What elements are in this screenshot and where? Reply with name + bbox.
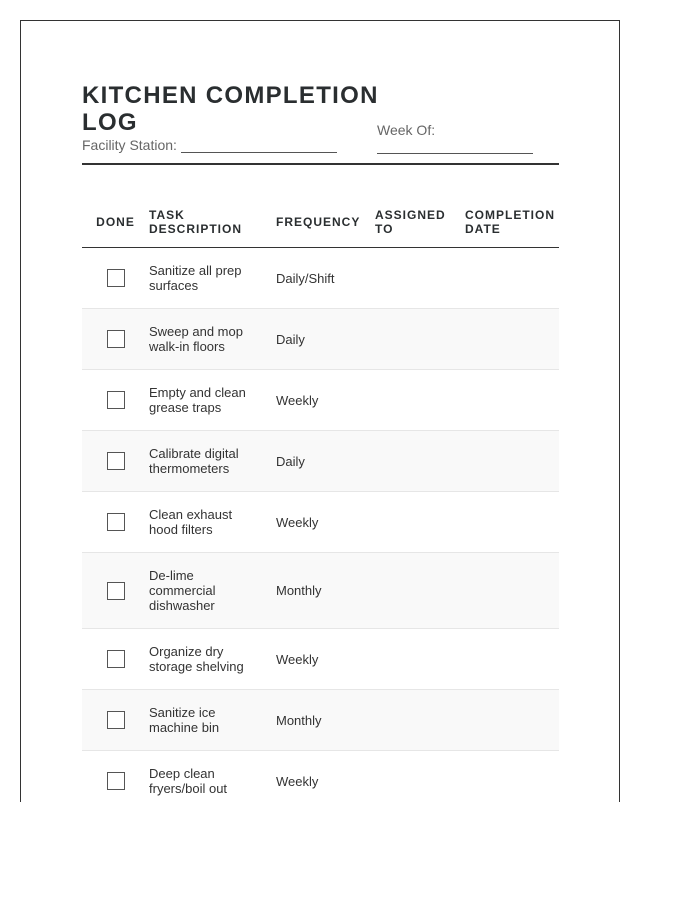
done-checkbox[interactable]	[107, 452, 125, 470]
col-completion-label: COMPLETION DATE	[465, 207, 555, 236]
task-description: Sweep and mop walk-in floors	[149, 324, 243, 354]
col-done: DONE	[82, 196, 149, 248]
completion-date-cell[interactable]	[465, 248, 559, 309]
header-divider	[82, 163, 559, 165]
done-checkbox[interactable]	[107, 711, 125, 729]
done-cell	[82, 492, 149, 553]
facility-station-field[interactable]	[82, 137, 337, 153]
col-assigned-label: ASSIGNED TO	[375, 207, 446, 236]
completion-date-cell[interactable]	[465, 370, 559, 431]
col-assigned	[375, 196, 465, 248]
done-cell	[82, 309, 149, 370]
frequency-cell: Daily	[276, 309, 375, 370]
table-row	[82, 629, 559, 690]
page-title: KITCHEN COMPLETION LOG	[82, 82, 379, 136]
task-cell	[149, 309, 276, 370]
done-cell	[82, 690, 149, 751]
completion-date-cell[interactable]	[465, 553, 559, 629]
table-row	[82, 248, 559, 309]
frequency-cell: Weekly	[276, 492, 375, 553]
completion-date-cell[interactable]	[465, 431, 559, 492]
done-cell	[82, 629, 149, 690]
task-cell	[149, 492, 276, 553]
table-row	[82, 751, 559, 803]
table-header-row	[82, 196, 559, 248]
completion-date-cell[interactable]	[465, 690, 559, 751]
done-checkbox[interactable]	[107, 513, 125, 531]
task-cell	[149, 751, 276, 803]
assigned-to-cell[interactable]	[375, 751, 465, 803]
table-row	[82, 553, 559, 629]
task-cell	[149, 248, 276, 309]
week-of-field[interactable]	[377, 122, 533, 154]
done-cell	[82, 431, 149, 492]
assigned-to-cell[interactable]	[375, 690, 465, 751]
done-checkbox[interactable]	[107, 330, 125, 348]
completion-date-cell[interactable]	[465, 492, 559, 553]
col-completion-date	[465, 196, 559, 248]
task-cell	[149, 370, 276, 431]
table-row	[82, 492, 559, 553]
done-cell	[82, 553, 149, 629]
facility-station-label: Facility Station:	[82, 137, 177, 153]
assigned-to-cell[interactable]	[375, 370, 465, 431]
col-task	[149, 196, 276, 248]
task-description: Organize dry storage shelving	[149, 644, 244, 674]
col-frequency: FREQUENCY	[276, 196, 375, 248]
table-row	[82, 431, 559, 492]
task-description: Sanitize all prep surfaces	[149, 263, 242, 293]
table-row	[82, 309, 559, 370]
frequency-cell: Monthly	[276, 690, 375, 751]
assigned-to-cell[interactable]	[375, 492, 465, 553]
task-description: Clean exhaust hood filters	[149, 507, 233, 537]
assigned-to-cell[interactable]	[375, 431, 465, 492]
assigned-to-cell[interactable]	[375, 309, 465, 370]
task-cell	[149, 690, 276, 751]
task-description: Calibrate digital thermometers	[149, 446, 239, 476]
completion-date-cell[interactable]	[465, 629, 559, 690]
done-checkbox[interactable]	[107, 269, 125, 287]
done-checkbox[interactable]	[107, 772, 125, 790]
task-description: Deep clean fryers/boil out	[149, 766, 228, 796]
frequency-cell: Daily	[276, 431, 375, 492]
done-cell	[82, 248, 149, 309]
table-row	[82, 690, 559, 751]
task-description: De-lime commercial dishwasher	[149, 568, 216, 613]
done-checkbox[interactable]	[107, 391, 125, 409]
task-cell	[149, 431, 276, 492]
assigned-to-cell[interactable]	[375, 248, 465, 309]
frequency-cell: Daily/Shift	[276, 248, 375, 309]
task-description: Empty and clean grease traps	[149, 385, 246, 415]
done-cell	[82, 751, 149, 803]
table-row	[82, 370, 559, 431]
week-of-label: Week Of:	[377, 122, 436, 138]
col-task-label: TASK DESCRIPTION	[149, 207, 243, 236]
assigned-to-cell[interactable]	[375, 629, 465, 690]
frequency-cell: Monthly	[276, 553, 375, 629]
assigned-to-cell[interactable]	[375, 553, 465, 629]
log-page	[20, 20, 620, 802]
done-checkbox[interactable]	[107, 650, 125, 668]
done-checkbox[interactable]	[107, 582, 125, 600]
frequency-cell: Weekly	[276, 370, 375, 431]
task-cell	[149, 553, 276, 629]
frequency-cell: Weekly	[276, 751, 375, 803]
facility-station-blank[interactable]	[181, 138, 337, 153]
frequency-cell: Weekly	[276, 629, 375, 690]
done-cell	[82, 370, 149, 431]
week-of-blank[interactable]	[377, 145, 533, 154]
task-table	[82, 196, 559, 802]
task-cell	[149, 629, 276, 690]
task-description: Sanitize ice machine bin	[149, 705, 220, 735]
completion-date-cell[interactable]	[465, 309, 559, 370]
completion-date-cell[interactable]	[465, 751, 559, 803]
